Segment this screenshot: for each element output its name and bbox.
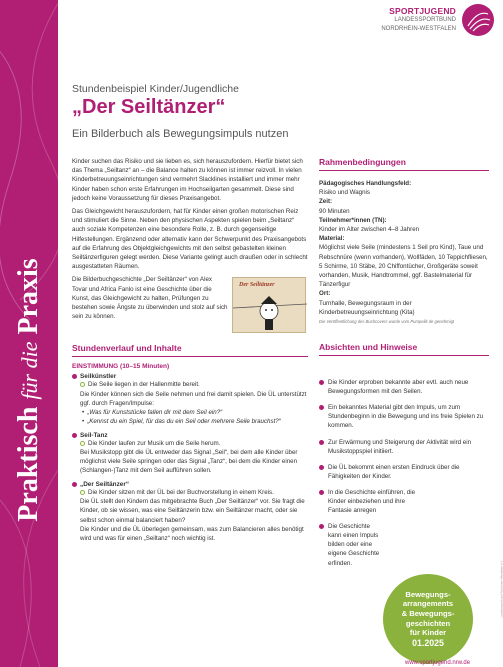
field-value: Risiko und Wagnis: [319, 189, 371, 197]
hints-heading: Absichten und Hinweise: [319, 342, 489, 356]
hint-text: Zur Erwärmung und Steigerung der Aktivität wird ein Musikstoppspiel initiiert.: [328, 438, 472, 455]
page-subtitle: Ein Bilderbuch als Bewegungsimpuls nutzen: [72, 128, 289, 140]
bullet-dot-icon: [319, 524, 324, 529]
badge-line: & Bewegungs-: [401, 608, 455, 618]
course-item-body: [72, 380, 308, 425]
course-item-text: Die Seile liegen in der Hallenmitte bereit.: [88, 381, 200, 389]
place-label: Ort:: [319, 290, 331, 298]
series-badge: [383, 574, 473, 664]
bullet-dot-icon: [319, 465, 324, 470]
logo-mark-icon: [462, 4, 494, 36]
course-item-header: [72, 432, 308, 439]
hint-text: In die Geschichte einführen, die Kinder einbeziehen und ihre Fantasie anregen: [328, 488, 416, 515]
book-cover-title: Der Seiltänzer: [239, 282, 275, 289]
course-item-text: Die Kinder und die ÜL überlegen gemeinsam, was zum Balancieren alles benötigt wird und was für einen „Seiltanz“ noch wichtig ist.: [80, 525, 304, 542]
course-stage-label: EINSTIMMUNG (10–15 Minuten): [72, 363, 170, 371]
course-item-text: Die Kinder laufen zur Musik um die Seile herum.: [88, 439, 221, 447]
badge-date: 01.2025: [412, 637, 444, 648]
bullet-dot-icon: [72, 482, 77, 487]
course-item-body: [72, 488, 308, 543]
intro: [72, 157, 308, 333]
hint-item: [319, 378, 489, 396]
intro-paragraph-1: Kinder suchen das Risiko und sie lieben es, sich herauszufordern. Hierfür bietet sich das Thema „Seiltanz“ an – die Balance halten zu können ist immer reizvoll. In vielen Kinderbetreuungseinrichtungen sind vermehrt Slacklines installiert und immer mehr Kinder haben schon erste Erfahrungen im Hochseilgarten gesammelt. Diese sind jedoch keine Voraussetzung für dieses Praxisangebot.: [72, 158, 303, 202]
course-item-text: Bei Musikstopp gibt die ÜL entweder das Signal „Seil“, bei dem alle Kinder über möglichst viele Seile springen oder das Signal „Tanz“, bei dem die Kinder einen (Schlangen-)Tanz mit dem Seil aufführen sollen.: [80, 449, 298, 475]
hint-item: [319, 463, 489, 481]
hint-item: [319, 438, 489, 456]
course-item-body: [72, 439, 308, 475]
intro-paragraph-3: Die Bilderbuchgeschichte „Der Seiltänzer“ von Alex Tovar und Africa Fanlo ist eine Geschichte über die Kunst, das Gleichgewicht zu halten, Prüfungen zu bestehen sowie Ängste zu überwinden und stolz auf sich sein zu können.: [72, 276, 228, 321]
page-title: „Der Seiltänzer“: [72, 96, 226, 118]
hint-text: Die ÜL bekommt einen ersten Eindruck über die Fähigkeiten der Kinder.: [328, 463, 460, 480]
course-item-first-line: [80, 488, 308, 497]
hint-item: [319, 522, 381, 567]
bullet-dot-icon: [72, 374, 77, 379]
bullet-dot-icon: [319, 380, 324, 385]
hint-text: Die Kinder erproben bekannte aber evtl. auch neue Bewegungsformen mit den Seilen.: [328, 379, 469, 396]
course-heading: Stundenverlauf und Inhalte: [72, 343, 308, 357]
right-column: [319, 157, 489, 575]
place-value: Turnhalle, Bewegungsraum in der Kinderbetreuungseinrichtung (Kita): [319, 299, 415, 316]
ring-bullet-icon: [80, 490, 85, 495]
logo-line-2: LANDESSPORTBUND: [394, 16, 456, 23]
course-item-bullet: • „Was für Kunststücke fallen dir mit dem Seil ein?“: [82, 408, 223, 416]
material-label: Material:: [319, 235, 345, 243]
footer-url[interactable]: www.sportjugend.nrw.de: [405, 660, 471, 666]
side-note: Landessportbund Nordrhein-Westfalen e.V.: [499, 560, 503, 618]
time-value: 90 Minuten: [319, 207, 350, 215]
hint-text: Ein bekanntes Material gibt den Impuls, um zum Stundenbeginn in die Bewegung und ins freie Spielen zu kommen.: [328, 404, 484, 430]
page-kicker: Stundenbeispiel Kinder/Jugendliche: [72, 83, 239, 95]
time-label: Zeit:: [319, 198, 333, 206]
logo-line-3: NORDRHEIN-WESTFALEN: [381, 25, 456, 32]
sidebar-band: [0, 0, 58, 667]
intro-paragraph-2: Das Gleichgewicht herauszufordern, hat für Kinder einen großen motorischen Reiz und stimuliert die Sinne. Neben den physischen Aspekten spielen beim „Seiltanz“ auch soziale Kompetenzen eine besondere Rolle, z. B. durch gegenseitige Hilfestellungen. Ergänzend oder alternativ kann der Schwerpunkt des Praxisangebots auf die Erfahrung des Objektgleichgewichts mit den selbst gebastelten kleinen Seiltänzerfiguren gelegt werden. Diese Variante gelingt auch draußen oder in schlecht ausgestatteten Räumen.: [72, 208, 308, 271]
badge-line: Bewegungs-: [405, 589, 451, 599]
course-item-bullet-text: „Was für Kunststücke fallen dir mit dem Seil ein?“: [87, 408, 223, 416]
field-label: Pädagogisches Handlungsfeld:: [319, 180, 412, 187]
course-item-first-line: [80, 380, 308, 389]
ring-bullet-icon: [80, 382, 85, 387]
sidebar-title: [13, 258, 45, 521]
course-item-title: Seilkünstler: [80, 373, 117, 381]
course-item-first-line: [80, 439, 308, 448]
book-cover-image: [232, 277, 306, 333]
course-item: [72, 373, 308, 425]
left-column: [72, 157, 308, 549]
course-item-bullet-text: „Kennst du ein Spiel, für das du ein Seil oder mehrere Seile brauchst?“: [87, 417, 281, 425]
course-item: [72, 481, 308, 543]
course-item: [72, 432, 308, 475]
course-item-bullet: • „Kennst du ein Spiel, für das du ein Seil oder mehrere Seile brauchst?“: [82, 417, 281, 425]
course-item-text: Die Kinder sitzen mit der ÜL bei der Buchvorstellung in einem Kreis.: [88, 489, 274, 497]
sidebar-word-2: für die: [17, 341, 42, 400]
bullet-dot-icon: [319, 405, 324, 410]
participants-value: Kinder im Alter zwischen 4–8 Jahren: [319, 226, 420, 234]
book-row: [72, 275, 308, 333]
participants-label: Teilnehmer*innen (TN):: [319, 216, 387, 224]
bullet-dot-icon: [319, 440, 324, 445]
badge-line: arrangements: [402, 599, 454, 609]
course-item-text: Die ÜL stellt den Kindern das mitgebrachte Buch „Der Seiltänzer“ vor. Sie fragt die Kinder, ob sie wissen, was eine Seiltänzerin bzw. ein Seiltänzer macht, oder sie selbst schon einmal balanciert haben?: [80, 498, 305, 524]
hint-item: [319, 403, 489, 430]
logo-text: [381, 7, 456, 34]
hint-text: Die Geschichte kann einen Impuls bilden oder eine eigene Geschichte erfinden.: [328, 523, 380, 567]
badge-line: für Kinder: [409, 628, 447, 638]
badge-line: geschichten: [405, 618, 451, 628]
bullet-dot-icon: [319, 490, 324, 495]
course-item-header: [72, 481, 308, 488]
course-item-title: Seil-Tanz: [80, 431, 108, 439]
conditions-heading: Rahmenbedingungen: [319, 157, 489, 171]
material-value: Möglichst viele Seile (mindestens 1 Seil pro Kind), Taue und Rebschnüre (wenn vorhanden), Wollfäden, 10 Teppichfliesen, 5 Schirme, 10 Stäbe, 20 Chiffontücher, Großgeräte soweit vorhanden, Musik, Handtrommel, ggf. Bastelmaterial für Tänzerfigur: [319, 244, 488, 289]
hint-item: [319, 488, 429, 515]
course-item-text: Die Kinder können sich die Seile nehmen und frei damit spielen. Die ÜL unterstützt ggf. durch Fragen/Impulse:: [80, 390, 307, 407]
bullet-dot-icon: [72, 433, 77, 438]
course-item-title: „Der Seiltänzer“: [80, 481, 130, 489]
cover-credit: Die Veröffentlichung des Buchcovers wurde vom Pumpelik de genehmigt: [319, 319, 455, 325]
sidebar-word-3: Praxis: [13, 258, 44, 335]
sidebar-word-1: Praktisch: [13, 406, 44, 522]
sportjugend-logo: [381, 4, 494, 36]
logo-line-1: SPORTJUGEND: [389, 5, 456, 16]
ring-bullet-icon: [80, 441, 85, 446]
course-item-header: [72, 373, 308, 380]
